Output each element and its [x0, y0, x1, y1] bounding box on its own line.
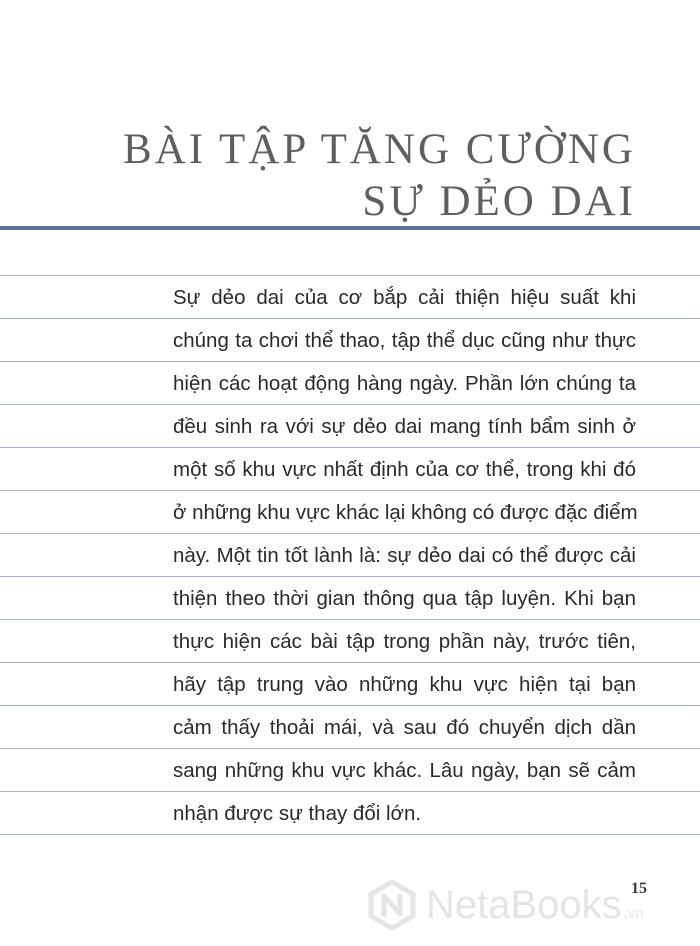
title-underline-rule: [0, 226, 700, 230]
paragraph-line: hãy tập trung vào những khu vực hiện tại bạn: [173, 673, 636, 696]
chapter-title-line-1: BÀI TẬP TĂNG CƯỜNG: [122, 126, 636, 173]
paragraph-line: chúng ta chơi thể thao, tập thể dục cũng như thực: [173, 329, 636, 352]
paragraph-line: sang những khu vực khác. Lâu ngày, bạn sẽ cảm: [173, 759, 636, 782]
paragraph-line: Sự dẻo dai của cơ bắp cải thiện hiệu suất khi: [173, 286, 636, 309]
paragraph-line: cảm thấy thoải mái, và sau đó chuyển dịch dần: [173, 716, 636, 739]
netabooks-logo-icon: [366, 879, 418, 931]
paragraph-line: đều sinh ra với sự dẻo dai mang tính bẩm sinh ở: [173, 415, 636, 438]
paragraph-line: thực hiện các bài tập trong phần này, trước tiên,: [173, 630, 636, 653]
paragraph-line: ở những khu vực khác lại không có được đặc điểm: [173, 501, 638, 524]
netabooks-watermark: [366, 872, 644, 938]
page-number: 15: [631, 880, 647, 897]
paragraph-line: một số khu vực nhất định của cơ thể, trong khi đó: [173, 458, 636, 481]
chapter-title-line-2: SỰ DẺO DAI: [362, 178, 636, 225]
watermark-brand: NetaBooks: [426, 883, 622, 927]
watermark-domain: .vn: [623, 905, 644, 922]
paragraph-line: này. Một tin tốt lành là: sự dẻo dai có thể được cải: [173, 544, 636, 567]
paragraph-line: hiện các hoạt động hàng ngày. Phần lớn chúng ta: [173, 372, 636, 395]
chapter-title: [123, 124, 636, 228]
paragraph-line: nhận được sự thay đổi lớn.: [173, 802, 422, 825]
paragraph-line: thiện theo thời gian thông qua tập luyện. Khi bạn: [173, 587, 636, 610]
